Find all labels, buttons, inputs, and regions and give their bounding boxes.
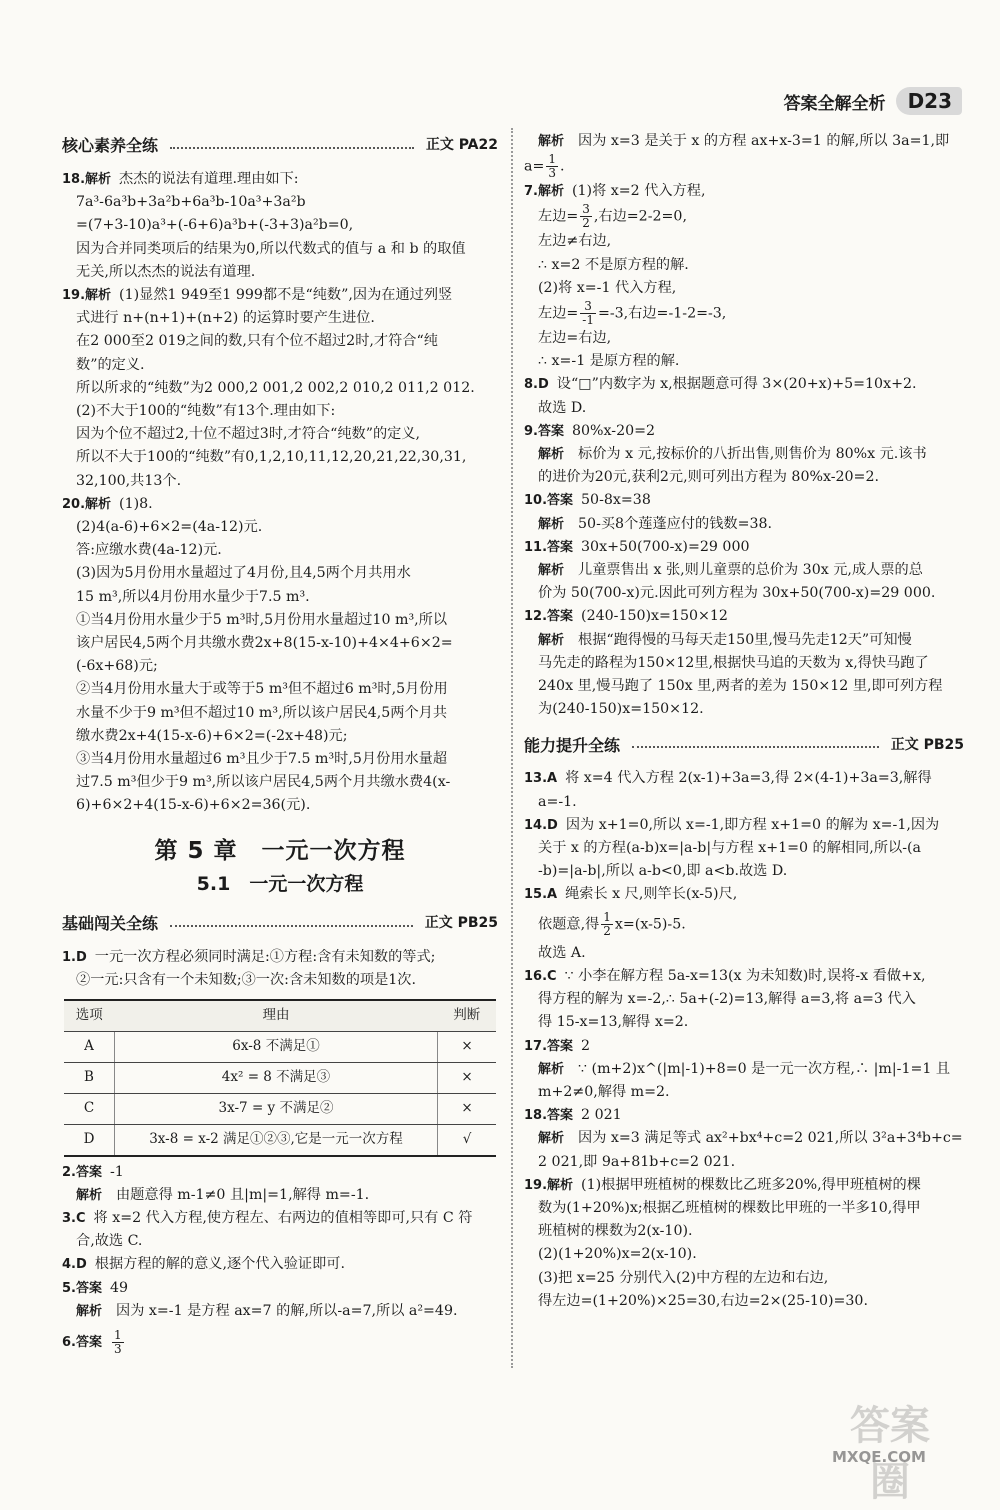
answer-line: 故选 D.	[538, 399, 587, 416]
table-row	[64, 1031, 496, 1062]
answer-line: 因为 x=3 满足等式 ax²+bx⁴+c=2 021,所以 3²a+3⁴b+c=	[578, 1130, 963, 1147]
table-row	[64, 1124, 496, 1156]
answer-3	[62, 1207, 498, 1253]
table-row	[64, 1093, 496, 1124]
header-title: 答案全解全析	[783, 93, 886, 114]
answer-line: (-6x+68)元;	[76, 658, 158, 675]
q-number: 19.解析	[524, 1177, 574, 1193]
answer-2	[62, 1161, 498, 1207]
answer-line: 将 x=2 代入方程,使方程左、右两边的值相等即可,只有 C 符	[93, 1209, 473, 1226]
q-number: 20.解析	[62, 496, 112, 512]
table-cell: C	[64, 1093, 115, 1124]
answer-line: 缴水费2x+4(15-x-6)+6×2=(-2x+48)元;	[76, 727, 348, 744]
answer-5	[62, 1277, 498, 1323]
answer-line: 该户居民4,5两个月共缴水费2x+8(15-x-10)+4×4+6×2=	[76, 635, 453, 652]
table-cell: D	[64, 1124, 115, 1156]
answer-line: ②当4月份用水量大于或等于5 m³但不超过6 m³时,5月份用	[76, 681, 448, 698]
chapter-title: 第 5 章 一元一次方程	[154, 837, 406, 864]
table-cell: 3x-8 = x-2 满足①②③,它是一元一次方程	[115, 1124, 438, 1156]
q-number: 8.D	[524, 377, 549, 393]
answer-line: 关于 x 的方程(a-b)x=|a-b|与方程 x+1=0 的解相同,所以-(a	[538, 840, 921, 857]
answer-line: (2)不大于100的“纯数”有13个.理由如下:	[76, 403, 336, 420]
answer-line: 得 15-x=13,解得 x=2.	[538, 1014, 689, 1031]
q-number: 19.解析	[62, 288, 112, 304]
answer-line: 因为 x=-1 是方程 ax=7 的解,所以-a=7,所以 a²=49.	[116, 1302, 458, 1319]
answer-line: 将 x=4 代入方程 2(x-1)+3a=3,得 2×(4-1)+3a=3,解得	[565, 770, 932, 787]
answer-14	[524, 814, 964, 884]
answer-line: 一元一次方程必须同时满足:①方程:含有未知数的等式;	[94, 949, 436, 966]
answer-value: (240-150)x=150×12	[581, 608, 728, 625]
table-cell: 4x² = 8 不满足③	[115, 1062, 438, 1093]
answer-line: 答:应缴水费(4a-12)元.	[76, 542, 222, 559]
answer-4	[62, 1253, 498, 1276]
answer-line: 所以所求的“纯数”为2 000,2 001,2 002,2 010,2 011,2 012.	[76, 379, 475, 396]
numerator: 1	[603, 909, 611, 924]
section-header-basic	[62, 910, 498, 938]
q-number: 16.C	[524, 968, 557, 984]
answer-6-analysis	[524, 130, 964, 180]
fraction	[601, 911, 613, 938]
answer-value: 2	[581, 1037, 591, 1054]
answer-12	[524, 605, 964, 721]
answer-line: 班植树的棵数为2(x-10).	[538, 1223, 693, 1240]
fraction	[546, 153, 558, 180]
answer-value: -1	[109, 1163, 124, 1180]
answer-line: -b)=|a-b|,所以 a-b<0,即 a<b.故选 D.	[538, 863, 788, 880]
answer-line: 马先走的路程为150×12里,根据快马追的天数为 x,得快马跑了	[538, 654, 929, 671]
answer-20	[62, 493, 498, 818]
answer-line: 6)+6×2+4(15-x-6)+6×2=36(元).	[76, 797, 311, 814]
answer-11	[524, 536, 964, 606]
answer-line: 设“□”内数字为 x,根据题意可得 3×(20+x)+5=10x+2.	[556, 376, 917, 393]
dotted-leader	[632, 746, 879, 748]
answer-line: (3)把 x=25 分别代入(2)中方程的左边和右边,	[538, 1269, 829, 1286]
table-cell: ×	[438, 1031, 497, 1062]
answer-line: 价为 50(700-x)元.因此可列方程为 30x+50(700-x)=29 000.	[538, 585, 936, 602]
denominator: 3	[548, 166, 556, 181]
table-cell: 6x-8 不满足①	[115, 1031, 438, 1062]
analysis-label: 解析	[538, 134, 565, 149]
answer-line: 儿童票售出 x 张,则儿童票的总价为 30x 元,成人票的总	[578, 562, 923, 579]
answer-9	[524, 420, 964, 490]
table-cell: ×	[438, 1093, 497, 1124]
answer-8	[524, 373, 964, 419]
answer-13	[524, 767, 964, 813]
table-header: 理由	[115, 1000, 438, 1032]
answer-value: 80%x-20=2	[571, 422, 656, 439]
answer-17	[524, 1035, 964, 1105]
q-number: 3.C	[62, 1210, 86, 1226]
answer-line: 标价为 x 元,按标价的八折出售,则售价为 80%x 元.该书	[578, 446, 927, 463]
answer-line: a=-1.	[538, 793, 577, 810]
fraction	[580, 300, 596, 327]
answer-line: 数”的定义.	[76, 356, 145, 373]
reason-table	[64, 999, 496, 1157]
answer-line: 合,故选 C.	[76, 1233, 143, 1250]
answer-line: 15 m³,所以4月份用水量少于7.5 m³.	[76, 588, 310, 605]
q-number: 4.D	[62, 1257, 87, 1273]
answer-line: (1)将 x=2 代入方程,	[571, 183, 706, 200]
answer-line: ③当4月份用水量超过6 m³且少于7.5 m³时,5月份用水量超	[76, 751, 448, 768]
answer-line: 左边≠右边,	[538, 233, 612, 250]
answer-line: (1)显然1 949至1 999都不是“纯数”,因为在通过列竖	[119, 287, 453, 304]
table-row	[64, 1062, 496, 1093]
answer-line: 7a³-6a³b+3a²b+6a³b-10a³+3a²b	[76, 194, 306, 211]
answer-10	[524, 489, 964, 535]
answer-line: ∵ 小李在解方程 5a-x=13(x 为未知数)时,误将-x 看做+x,	[564, 967, 926, 984]
answer-line: 为(240-150)x=150×12.	[538, 701, 704, 718]
answer-text: ,右边=2-2=0,	[593, 208, 687, 225]
fraction	[580, 203, 592, 230]
answer-line: ②一元:只含有一个未知数;③一次:含未知数的项是1次.	[76, 972, 417, 989]
answer-text: x=(x-5)-5.	[614, 916, 686, 933]
answer-value: 30x+50(700-x)=29 000	[581, 538, 750, 555]
answer-line: 过7.5 m³但少于9 m³,所以该户居民4,5两个月共缴水费4(x-	[76, 774, 451, 791]
answer-value: 2 021	[581, 1107, 622, 1124]
denominator: 3	[113, 1341, 122, 1356]
answer-19	[62, 284, 498, 493]
answer-value: 50-8x=38	[581, 492, 651, 509]
answer-line: (2)将 x=-1 代入方程,	[538, 279, 677, 296]
q-number: 17.答案	[524, 1038, 574, 1054]
answer-line: 故选 A.	[538, 944, 586, 961]
answer-text: 依题意,得	[538, 916, 600, 933]
answer-line: 32,100,共13个.	[76, 472, 182, 489]
q-number: 18.答案	[524, 1108, 574, 1124]
q-number: 11.答案	[524, 539, 574, 555]
answer-text: 左边=	[538, 208, 579, 225]
answer-value: 49	[109, 1279, 129, 1296]
denominator: 2	[582, 216, 590, 231]
answer-line: 根据方程的解的意义,逐个代入验证即可.	[94, 1256, 345, 1273]
q-number: 15.A	[524, 887, 558, 903]
denominator: 2	[603, 923, 611, 938]
analysis-label: 解析	[538, 1061, 565, 1077]
answer-line: ∵ (m+2)x^(|m|-1)+8=0 是一元一次方程,∴ |m|-1=1 且	[578, 1060, 951, 1077]
answer-line: 240x 里,慢马跑了 150x 里,两者的差为 150×12 里,即可列方程	[538, 678, 943, 695]
table-header-row	[64, 1000, 496, 1032]
answer-line: ①当4月份用水量少于5 m³时,5月份用水量超过10 m³,所以	[76, 611, 448, 628]
section-ref: 正文 PB25	[424, 915, 498, 932]
answer-line: (3)因为5月份用水量超过了4月份,且4,5两个月共用水	[76, 565, 411, 582]
q-number: 6.答案	[62, 1335, 102, 1351]
section-title-5-1: 5.1 一元一次方程	[196, 872, 364, 895]
numerator: 3	[580, 300, 596, 314]
section-title: 核心素养全练	[62, 136, 159, 156]
answer-line: 在2 000至2 019之间的数,只有个位不超过2时,才符合“纯	[76, 333, 438, 350]
q-number: 10.答案	[524, 493, 574, 509]
section-title: 能力提升全练	[524, 735, 621, 755]
analysis-label: 解析	[76, 1303, 103, 1319]
analysis-label: 解析	[538, 516, 565, 532]
q-number: 1.D	[62, 950, 87, 966]
q-number: 14.D	[524, 817, 558, 833]
answer-19-right	[524, 1174, 964, 1313]
answer-line: (1)根据甲班植树的棵数比乙班多20%,得甲班植树的棵	[581, 1176, 921, 1193]
answer-line: 无关,所以杰杰的说法有道理.	[76, 263, 256, 280]
answer-line: 绳索长 x 尺,则竿长(x-5)尺,	[565, 886, 738, 903]
table-cell: A	[64, 1031, 115, 1062]
answer-18-right	[524, 1104, 964, 1174]
analysis-label: 解析	[538, 563, 565, 579]
answer-text: =-3,右边=-1-2=-3,	[597, 305, 727, 322]
answer-line: 2 021,即 9a+81b+c=2 021.	[538, 1153, 736, 1170]
answer-line: 的进价为20元,获利2元,则可列出方程为 80%x-20=2.	[538, 469, 879, 486]
answer-line: =(7+3-10)a³+(-6+6)a³b+(-3+3)a²b=0,	[76, 217, 354, 234]
q-number: 12.答案	[524, 609, 574, 625]
answer-1	[62, 946, 498, 992]
answer-18	[62, 168, 498, 284]
answer-line: (2)(1+20%)x=2(x-10).	[538, 1246, 697, 1263]
column-divider	[511, 128, 513, 1368]
q-number: 18.解析	[62, 172, 112, 187]
section-ref: 正文 PB25	[890, 736, 964, 753]
answer-15	[524, 883, 964, 964]
answer-7	[524, 180, 964, 373]
section-title: 基础闯关全练	[62, 914, 159, 934]
table-cell: √	[438, 1124, 497, 1156]
answer-line: (2)4(a-6)+6×2=(4a-12)元.	[76, 519, 263, 536]
answer-line: m+2≠0,解得 m=2.	[538, 1083, 670, 1100]
q-number: 5.答案	[62, 1280, 102, 1296]
answer-text: 左边=	[538, 305, 579, 322]
answer-line: 50-买8个莲蓬应付的钱数=38.	[578, 515, 773, 532]
answer-line: ∴ x=2 不是原方程的解.	[538, 256, 689, 273]
answer-line: 式进行 n+(n+1)+(n+2) 的运算时要产生进位.	[76, 310, 375, 327]
answer-line: 杰杰的说法有道理.理由如下:	[119, 171, 299, 187]
answer-text: a=	[524, 158, 545, 175]
answer-line: 根据“跑得慢的马每天走150里,慢马先走12天”可知慢	[578, 631, 912, 648]
numerator: 3	[582, 202, 590, 217]
fraction	[112, 1329, 124, 1356]
answer-line: 所以不大于100的“纯数”有0,1,2,10,11,12,20,21,22,30,31,	[76, 449, 467, 466]
answer-line: 因为 x+1=0,所以 x=-1,即方程 x+1=0 的解为 x=-1,因为	[565, 816, 940, 833]
numerator: 1	[548, 152, 556, 167]
answer-line: 因为合并同类项后的结果为0,所以代数式的值与 a 和 b 的取值	[76, 240, 466, 257]
table-cell: ×	[438, 1062, 497, 1093]
table-cell: 3x-7 = y 不满足②	[115, 1093, 438, 1124]
answer-text: .	[560, 158, 565, 175]
numerator: 1	[113, 1327, 122, 1342]
analysis-label: 解析	[76, 1187, 103, 1203]
section-ref: 正文 PA22	[425, 137, 498, 154]
section-header-core	[62, 132, 498, 160]
page-number-badge: D23	[896, 87, 962, 115]
answer-line: ∴ x=-1 是原方程的解.	[538, 353, 680, 370]
analysis-label: 解析	[538, 632, 565, 648]
table-cell: B	[64, 1062, 115, 1093]
section-header-ability	[524, 731, 964, 759]
table-header: 判断	[438, 1000, 497, 1032]
page-header	[784, 86, 962, 116]
analysis-label: 解析	[538, 1131, 565, 1147]
analysis-label: 解析	[538, 447, 565, 463]
denominator: -1	[582, 313, 594, 328]
answer-line: 因为个位不超过2,十位不超过3时,才符合“纯数”的定义,	[76, 426, 421, 443]
answer-line: 水量不少于9 m³但不超过10 m³,所以该户居民4,5两个月共	[76, 704, 448, 721]
table-header: 选项	[64, 1000, 115, 1032]
q-number: 7.解析	[524, 184, 564, 200]
answer-line: 因为 x=3 是关于 x 的方程 ax+x-3=1 的解,所以 3a=1,即	[578, 133, 950, 149]
answer-6	[62, 1329, 498, 1356]
q-number: 9.答案	[524, 423, 564, 439]
right-column	[524, 130, 964, 1313]
answer-line: 左边=右边,	[538, 330, 612, 347]
watermark-stamp: 答案圈	[850, 1403, 930, 1505]
q-number: 2.答案	[62, 1164, 102, 1180]
answer-line: (1)8.	[119, 495, 153, 512]
dotted-leader	[170, 925, 413, 927]
watermark-url: MXQE.COM	[832, 1448, 926, 1466]
answer-16	[524, 965, 964, 1035]
answer-line: 由题意得 m-1≠0 且|m|=1,解得 m=-1.	[116, 1186, 370, 1203]
answer-line: 得方程的解为 x=-2,∴ 5a+(-2)=13,解得 a=3,将 a=3 代入	[538, 991, 916, 1008]
answer-line: 数为(1+20%)x;根据乙班植树的棵数比甲班的一半多10,得甲	[538, 1199, 921, 1216]
dotted-leader	[170, 147, 414, 149]
q-number: 13.A	[524, 771, 558, 787]
left-column	[62, 130, 498, 1356]
answer-line: 得左边=(1+20%)×25=30,右边=2×(25-10)=30.	[538, 1292, 868, 1309]
